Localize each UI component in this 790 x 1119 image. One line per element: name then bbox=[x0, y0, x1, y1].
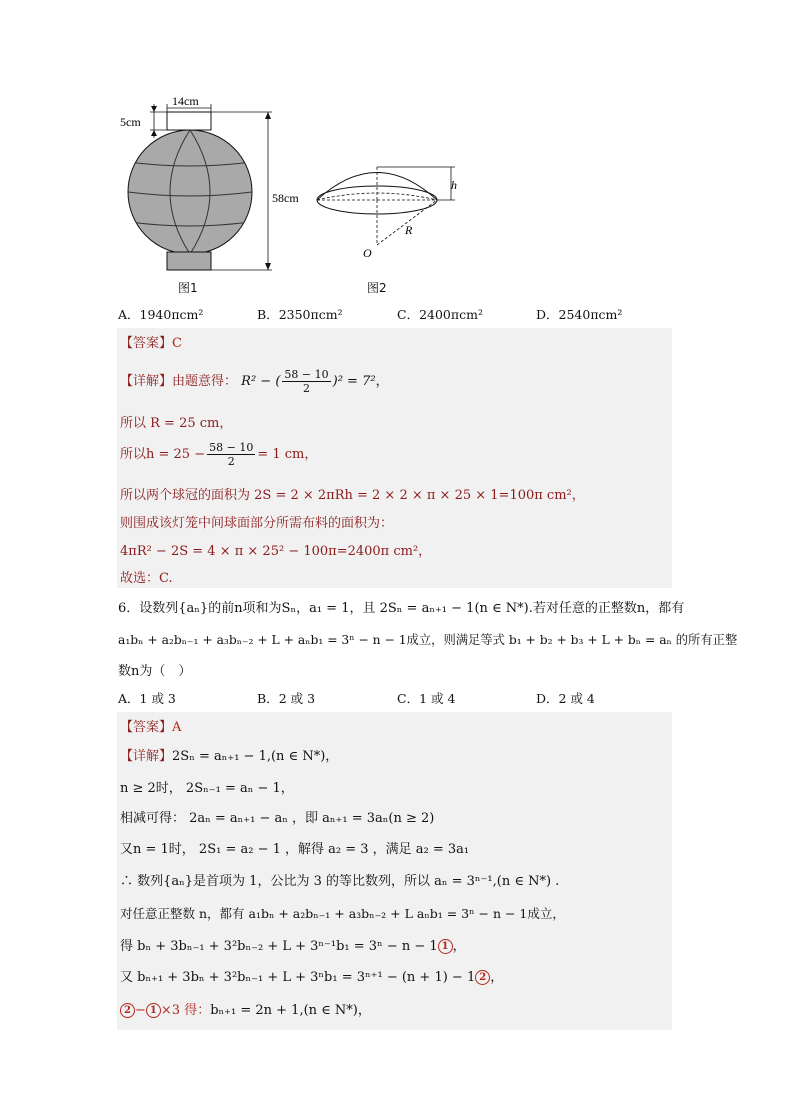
lantern-sphere bbox=[128, 130, 252, 254]
figure-lantern bbox=[110, 92, 320, 282]
q5-choice-c[interactable]: C．2400πcm² bbox=[397, 307, 483, 322]
q5-detail-line4: 所以两个球冠的面积为 2S = 2 × 2πRh = 2 × 2 × π × 25 × 1=100π cm²， bbox=[120, 488, 585, 503]
q6-detail-line3: 相减可得： 2aₙ = aₙ₊₁ − aₙ ，即 aₙ₊₁ = 3aₙ(n ≥ 2) bbox=[120, 811, 435, 826]
q5-choice-d[interactable]: D．2540πcm² bbox=[536, 307, 623, 322]
q6-detail-line2: n ≥ 2时， 2Sₙ₋₁ = aₙ − 1， bbox=[120, 781, 294, 796]
lantern-bottom-neck bbox=[167, 252, 211, 270]
q6-answer: 【答案】A bbox=[120, 720, 182, 735]
caption-fig2: 图2 bbox=[367, 281, 387, 295]
lantern-top-neck bbox=[167, 112, 211, 130]
q5-answer: 【答案】C bbox=[120, 336, 182, 351]
q6-choice-d[interactable]: D．2 或 4 bbox=[536, 691, 595, 706]
label-58cm: 58cm bbox=[272, 191, 299, 205]
label-h: h bbox=[451, 178, 457, 192]
circled-2-icon: 2 bbox=[475, 970, 490, 985]
q5-detail-line5: 则围成该灯笼中间球面部分所需布料的面积为： bbox=[120, 516, 394, 531]
q5-detail-line1: 【详解】由题意得： R² − ( $\frac{58 - 10}{2}$ )² = 7²， bbox=[120, 368, 389, 395]
q6-detail-line7: 得 bₙ + 3bₙ₋₁ + 3²bₙ₋₂ + L + 3ⁿ⁻¹b₁ = 3ⁿ − n − 1 1 ， bbox=[120, 939, 466, 954]
circled-1-icon: 1 bbox=[146, 1003, 161, 1018]
q6-choice-c[interactable]: C．1 或 4 bbox=[397, 691, 456, 706]
figure-spherical-cap bbox=[305, 155, 470, 265]
circled-1-icon: 1 bbox=[438, 939, 453, 954]
caption-fig1-text: 图1 bbox=[178, 281, 198, 295]
q6-detail-line5: ∴ 数列{aₙ}是首项为 1，公比为 3 的等比数列，所以 aₙ = 3ⁿ⁻¹,(n ∈ N*) . bbox=[120, 874, 560, 889]
label-5cm: 5cm bbox=[120, 115, 141, 129]
q6-choice-b[interactable]: B．2 或 3 bbox=[257, 691, 316, 706]
q6-detail-line6: 对任意正整数 n，都有 a₁bₙ + a₂bₙ₋₁ + a₃bₙ₋₂ + L aₙb₁ = 3ⁿ − n − 1成立， bbox=[120, 906, 565, 921]
q6-detail-line1: 【详解】2Sₙ = aₙ₊₁ − 1,(n ∈ N*)， bbox=[120, 749, 339, 764]
q5-choice-b[interactable]: B．2350πcm² bbox=[257, 307, 343, 322]
q5-choice-a[interactable]: A．1940πcm² bbox=[118, 307, 204, 322]
label-R: R bbox=[405, 223, 413, 237]
circled-2-icon: 2 bbox=[120, 1003, 135, 1018]
q6-choice-a[interactable]: A．1 或 3 bbox=[118, 691, 176, 706]
q6-stem-line2: a₁bₙ + a₂bₙ₋₁ + a₃bₙ₋₂ + L + aₙb₁ = 3ⁿ − n − 1成立，则满足等式 b₁ + b₂ + b₃ + L + bₙ = aₙ 的所有正整 bbox=[118, 633, 738, 647]
label-O: O bbox=[363, 246, 372, 260]
label-14cm: 14cm bbox=[172, 94, 199, 108]
q6-detail-line4: 又n = 1时， 2S₁ = a₂ − 1 ，解得 a₂ = 3 ，满足 a₂ = 3a₁ bbox=[120, 842, 470, 857]
q5-detail-line6: 4πR² − 2S = 4 × π × 25² − 100π=2400π cm²， bbox=[120, 544, 432, 559]
q6-detail-line9: 2 − 1 ×3 得：bₙ₊₁ = 2n + 1,(n ∈ N*)， bbox=[120, 999, 371, 1018]
q5-detail-line7: 故选：C. bbox=[120, 571, 173, 586]
q5-detail-line3: 所以h = 25 − $\frac{58 - 10}{2}$ = 1 cm， bbox=[120, 441, 318, 468]
q6-detail-line8: 又 bₙ₊₁ + 3bₙ + 3²bₙ₋₁ + L + 3ⁿb₁ = 3ⁿ⁺¹ − (n + 1) − 1 2 ， bbox=[120, 970, 504, 985]
q6-stem-line1: 6．设数列{aₙ}的前n项和为Sₙ，a₁ = 1，且 2Sₙ = aₙ₊₁ − 1(n ∈ N*).若对任意的正整数n，都有 bbox=[118, 601, 685, 616]
q6-stem-line3: 数n为（ ） bbox=[118, 664, 192, 679]
q5-detail-line2: 所以 R = 25 cm， bbox=[120, 416, 233, 431]
